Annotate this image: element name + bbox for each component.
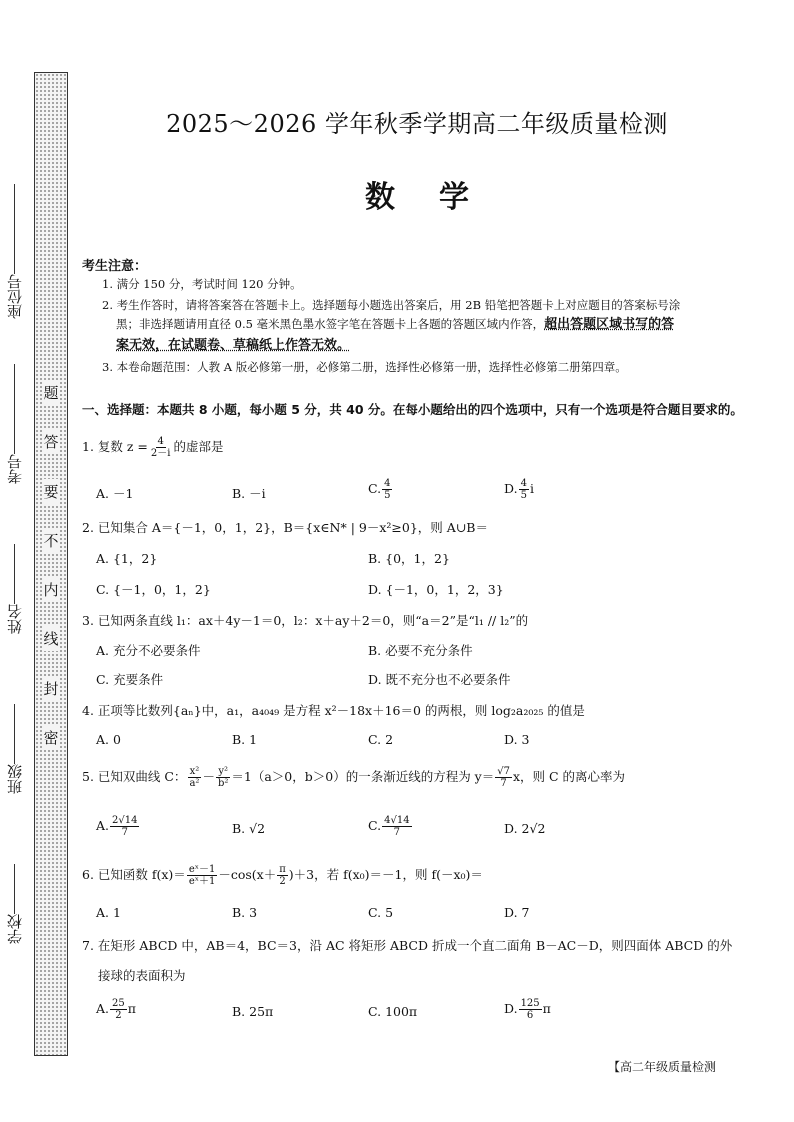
notice-item-2b-text: 黑；非选择题请用直径 0.5 毫米黑色墨水签字笔在答题卡上各题的答题区域内作答，	[116, 317, 545, 331]
q5-frac-2	[216, 766, 230, 789]
seal-char: 不	[43, 528, 58, 553]
q3-option-b: B. 必要不充分条件	[368, 643, 473, 658]
q5-a-den: 7	[121, 827, 128, 838]
exam-number-label: 考号	[5, 454, 24, 484]
q3-option-c: C. 充要条件	[96, 672, 164, 687]
q1-d-label: D.	[504, 481, 518, 496]
q1-d-num: 4	[520, 478, 527, 489]
q1-option-c	[368, 478, 393, 501]
seat-number-line	[14, 184, 15, 274]
name-label: 姓名	[5, 604, 24, 634]
q5-frac-1	[187, 766, 201, 789]
page-footer: 【高二年级质量检测	[608, 1060, 717, 1074]
q7-d-post: π	[542, 1001, 551, 1016]
q2-option-a: A. {1，2}	[96, 551, 158, 566]
q5-option-d: D. 2√2	[504, 821, 546, 836]
q5-mid: ＝1（a＞0，b＞0）的一条渐近线的方程为 y＝	[231, 769, 495, 784]
question-6	[82, 864, 752, 887]
school-field	[0, 860, 28, 944]
q6-f1-num: eˣ－1	[188, 864, 216, 875]
q5-f2-num: y²	[218, 766, 228, 777]
q5-pre: 5. 已知双曲线 C：	[82, 769, 187, 784]
q2-option-b: B. {0，1，2}	[368, 551, 450, 566]
notice-emphasis-1: 超出答题区域书写的答	[544, 317, 675, 332]
q1-pre: 1. 复数 z =	[82, 439, 148, 454]
question-3: 3. 已知两条直线 l₁：ax＋4y－1＝0，l₂：x＋ay＋2＝0，则“a＝2”是“l₁ // l₂”的	[82, 613, 529, 628]
name-field	[0, 540, 28, 634]
question-7-line-2: 接球的表面积为	[98, 968, 186, 983]
exam-number-line	[14, 364, 15, 454]
q6-pre: 6. 已知函数 f(x)＝	[82, 867, 186, 882]
q5-post: x，则 C 的离心率为	[512, 769, 626, 784]
q7-d-fraction	[519, 998, 542, 1021]
q6-frac-2	[277, 864, 288, 887]
seal-char: 封	[43, 676, 58, 701]
seal-char: 答	[43, 429, 58, 454]
q5-c-num: 4√14	[384, 815, 410, 826]
q7-a-post: π	[127, 1001, 136, 1016]
question-5	[82, 766, 752, 789]
class-label: 班级	[5, 764, 24, 794]
q5-option-a	[96, 815, 140, 838]
q6-option-b: B. 3	[232, 905, 258, 920]
q2-option-c: C. {－1，0，1，2}	[96, 582, 211, 597]
q4-option-a: A. 0	[96, 732, 121, 747]
q4-option-d: D. 3	[504, 732, 530, 747]
q6-option-d: D. 7	[504, 905, 530, 920]
q1-post: 的虚部是	[173, 439, 224, 454]
q6-f2-den: 2	[279, 876, 286, 887]
q1-c-den: 5	[384, 490, 391, 501]
q5-f3-den: 7	[500, 778, 507, 789]
q1-option-b: B. －i	[232, 486, 266, 501]
q1-c-label: C.	[368, 481, 382, 496]
q1-d-post: i	[529, 481, 534, 496]
question-2: 2. 已知集合 A＝{－1，0，1，2}，B＝{x∈N* | 9－x²≥0}，则 A∪B＝	[82, 520, 488, 535]
subject-title: 数学	[365, 180, 513, 215]
name-line	[14, 544, 15, 604]
q5-f1-num: x²	[189, 766, 200, 777]
notice-item-2a: 2. 考生作答时，请将答案答在答题卡上。选择题每小题选出答案后，用 2B 铅笔把答题卡上对应题目的答案标号涂	[102, 298, 681, 312]
seal-line-text	[36, 380, 66, 750]
q4-option-b: B. 1	[232, 732, 258, 747]
q1-option-a: A. －1	[96, 486, 134, 501]
seal-char: 要	[43, 479, 58, 504]
q7-option-c: C. 100π	[368, 1004, 418, 1019]
q7-option-a	[96, 998, 136, 1021]
question-4: 4. 正项等比数列{aₙ}中，a₁，a₄₀₄₉ 是方程 x²－18x＋16＝0 的两根，则 log₂a₂₀₂₅ 的值是	[82, 703, 585, 718]
q5-option-c	[368, 815, 413, 838]
q5-c-fraction	[382, 815, 411, 838]
q3-option-d: D. 既不充分也不必要条件	[368, 672, 511, 687]
q5-minus: －	[202, 769, 215, 784]
q1-num: 4	[157, 436, 164, 447]
section-heading: 一、选择题：本题共 8 小题，每小题 5 分，共 40 分。在每小题给出的四个选项中，只有一个选项是符合题目要求的。	[82, 402, 743, 417]
q1-fraction	[149, 436, 173, 459]
q4-option-c: C. 2	[368, 732, 394, 747]
q6-post: )＋3，若 f(x₀)＝－1，则 f(－x₀)＝	[288, 867, 483, 882]
notice-emphasis-2: 案无效，在试题卷、草稿纸上作答无效。	[116, 338, 351, 353]
q7-d-den: 6	[526, 1010, 534, 1021]
seal-char: 密	[43, 725, 58, 750]
q7-a-den: 2	[115, 1010, 122, 1021]
class-field	[0, 700, 28, 794]
exam-title: 2025～2026 学年秋季学期高二年级质量检测	[166, 110, 668, 138]
q5-a-fraction	[110, 815, 139, 838]
q1-den: 2－i	[150, 448, 171, 459]
q6-option-c: C. 5	[368, 905, 394, 920]
seat-number-label: 座位号	[5, 274, 24, 319]
question-1	[82, 436, 752, 459]
notice-heading: 考生注意：	[82, 259, 148, 274]
q6-mid: －cos(x＋	[218, 867, 277, 882]
q5-f2-den: b²	[217, 778, 229, 789]
q1-c-num: 4	[384, 478, 391, 489]
q6-frac-1	[187, 864, 218, 887]
q1-c-fraction	[382, 478, 392, 501]
q5-a-label: A.	[96, 818, 110, 833]
notice-item-2c	[116, 335, 766, 356]
q7-a-num: 25	[112, 998, 125, 1009]
q7-option-d	[504, 998, 551, 1021]
notice-item-3: 3. 本卷命题范围：人教 A 版必修第一册，必修第二册，选择性必修第一册，选择性必修第二册第四章。	[102, 360, 627, 374]
q5-option-b: B. √2	[232, 821, 266, 836]
q7-option-b: B. 25π	[232, 1004, 274, 1019]
q5-frac-3	[495, 766, 512, 789]
school-label: 学校	[5, 914, 24, 944]
seal-char: 线	[43, 626, 58, 651]
q7-d-label: D.	[504, 1001, 518, 1016]
q1-d-fraction	[519, 478, 529, 501]
q2-option-d: D. {－1，0，1，2，3}	[368, 582, 504, 597]
q1-d-den: 5	[520, 490, 527, 501]
q3-option-a: A. 充分不必要条件	[96, 643, 201, 658]
q7-a-fraction	[110, 998, 127, 1021]
exam-number-field	[0, 360, 28, 484]
notice-item-1: 1. 满分 150 分，考试时间 120 分钟。	[102, 277, 302, 291]
q5-a-num: 2√14	[112, 815, 138, 826]
q6-f2-num: π	[279, 864, 286, 875]
class-line	[14, 704, 15, 764]
q5-f1-den: a²	[189, 778, 200, 789]
q5-c-den: 7	[393, 827, 401, 838]
seal-char: 题	[43, 380, 58, 405]
q6-option-a: A. 1	[96, 905, 121, 920]
question-7-line-1: 7. 在矩形 ABCD 中，AB＝4，BC＝3，沿 AC 将矩形 ABCD 折成一个直二面角 B－AC－D，则四面体 ABCD 的外	[82, 938, 733, 953]
q6-f1-den: eˣ＋1	[188, 876, 216, 887]
school-line	[14, 864, 15, 914]
q7-a-label: A.	[96, 1001, 110, 1016]
notice-item-2b	[116, 314, 752, 335]
q5-f3-num: √7	[497, 766, 510, 777]
seat-number-field	[0, 180, 28, 319]
q1-option-d	[504, 478, 534, 501]
q7-d-num: 125	[520, 998, 540, 1009]
seal-char: 内	[43, 577, 58, 602]
q5-c-label: C.	[368, 818, 382, 833]
